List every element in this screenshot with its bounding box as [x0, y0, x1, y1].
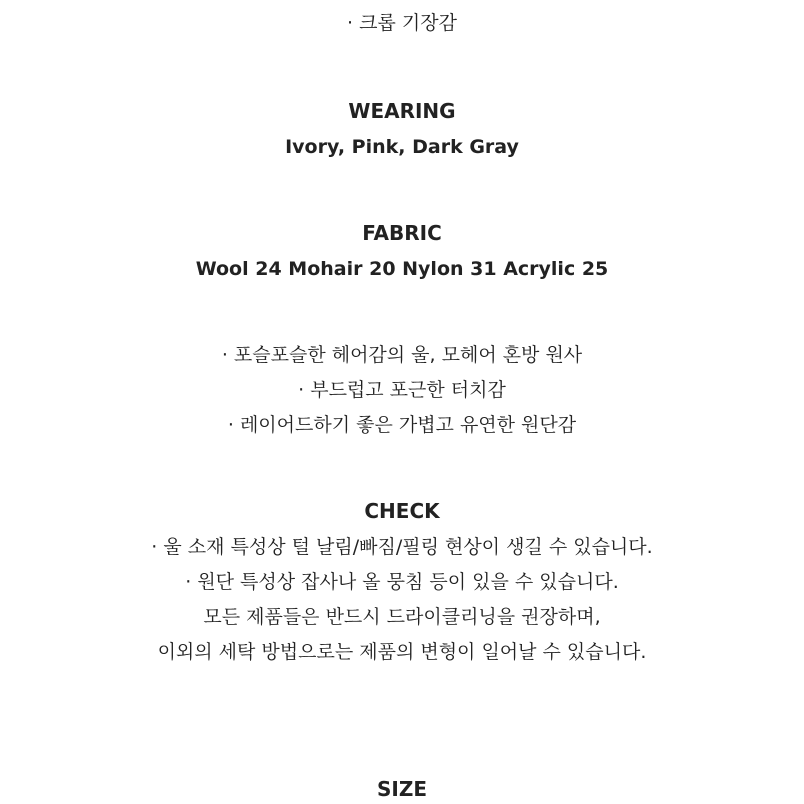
check-line: · 울 소재 특성상 털 날림/빠짐/필링 현상이 생길 수 있습니다. — [151, 536, 653, 558]
fabric-composition: Wool 24 Mohair 20 Nylon 31 Acrylic 25 — [195, 258, 609, 280]
fabric-heading: FABRIC — [362, 221, 442, 245]
intro-bullet: · 크롭 기장감 — [347, 12, 457, 34]
fabric-note: · 레이어드하기 좋은 가볍고 유연한 원단감 — [227, 414, 577, 436]
check-heading: CHECK — [364, 499, 440, 523]
cut-off-heading — [336, 0, 468, 4]
check-line: 이외의 세탁 방법으로는 제품의 변형이 일어날 수 있습니다. — [157, 641, 647, 663]
check-line: 모든 제품들은 반드시 드라이클리닝을 권장하며, — [203, 606, 601, 628]
check-line: · 원단 특성상 잡사나 올 뭉침 등이 있을 수 있습니다. — [185, 571, 619, 593]
fabric-note: · 부드럽고 포근한 터치감 — [298, 379, 506, 401]
wearing-colors: Ivory, Pink, Dark Gray — [285, 136, 519, 158]
fabric-note: · 포슬포슬한 헤어감의 울, 모헤어 혼방 원사 — [221, 344, 583, 366]
size-heading: SIZE — [376, 777, 427, 801]
wearing-heading: WEARING — [348, 99, 456, 123]
